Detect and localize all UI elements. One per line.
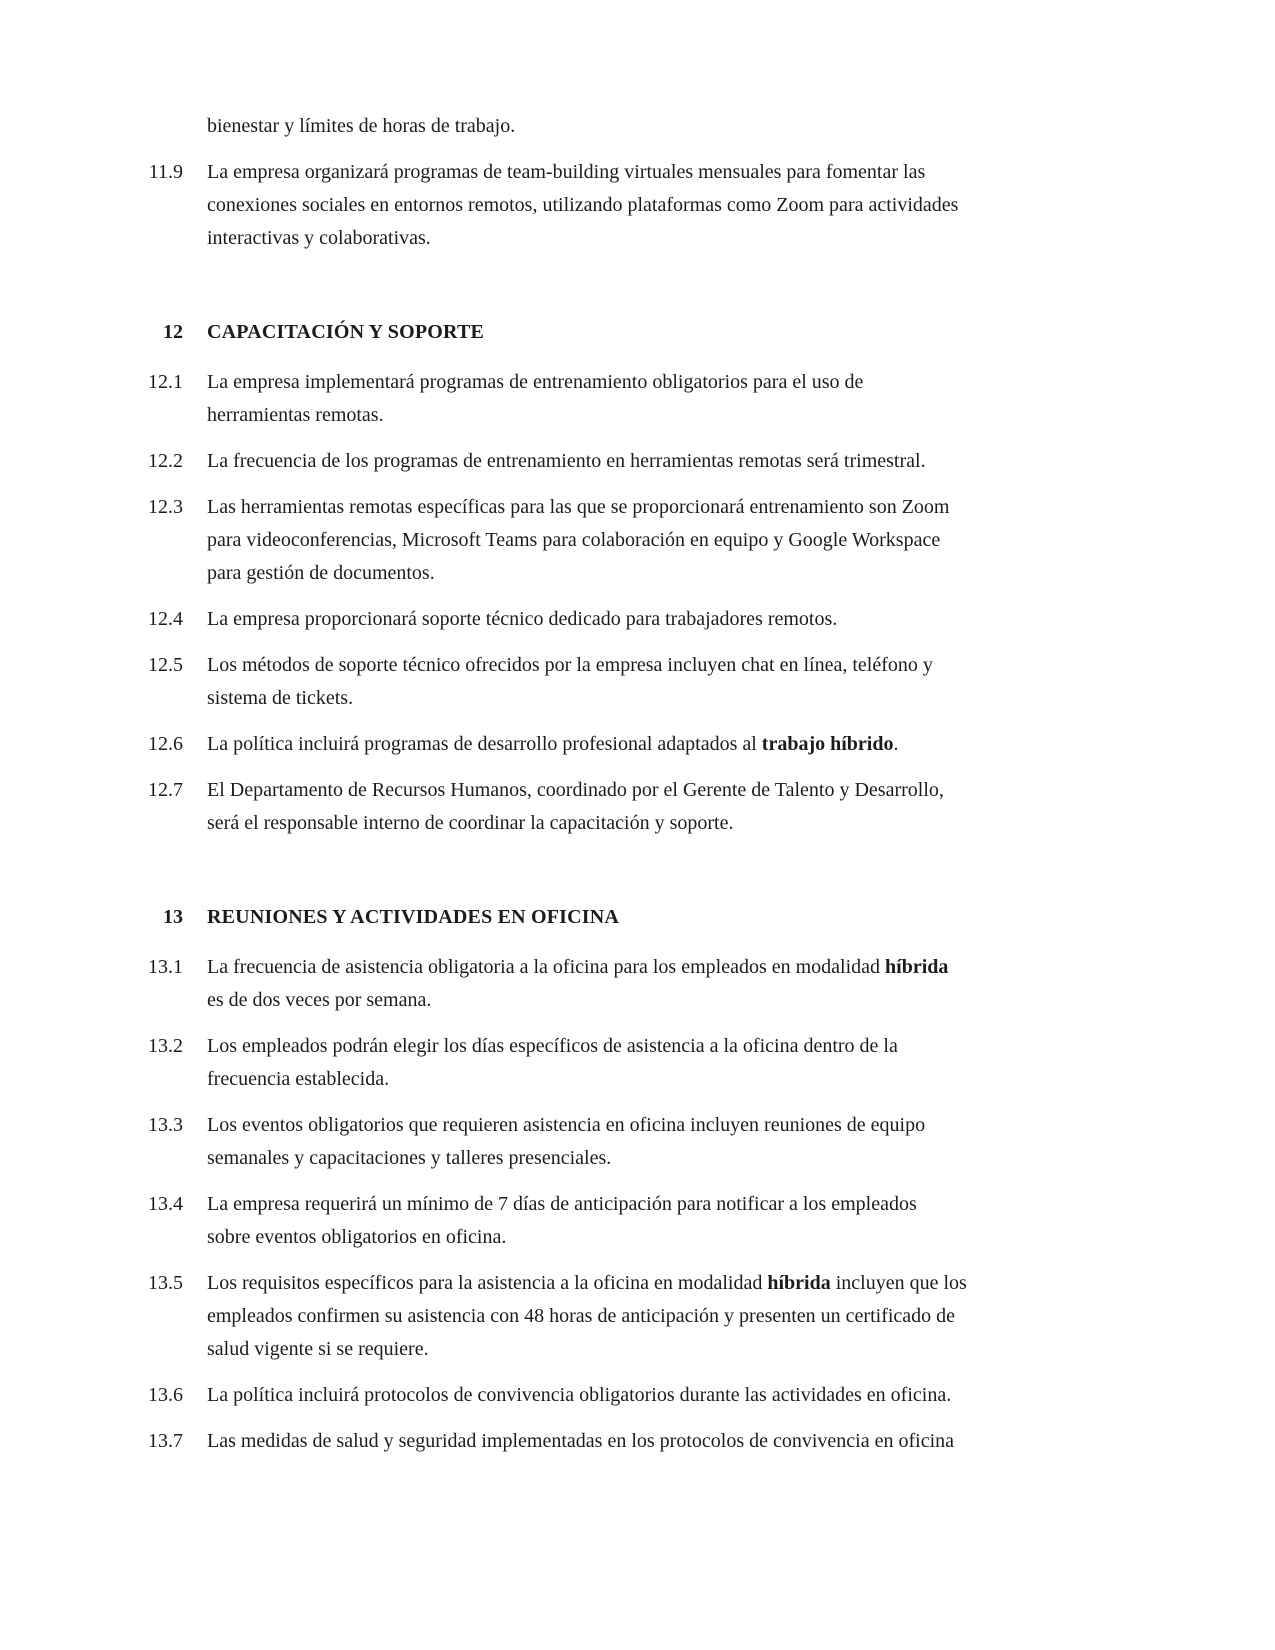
text-line	[207, 491, 949, 524]
text-run: La empresa implementará programas de entrenamiento obligatorios para el uso de	[207, 371, 864, 393]
text-line	[207, 728, 898, 761]
text-run: salud vigente si se requiere.	[207, 1338, 429, 1360]
section-heading	[137, 316, 1125, 349]
text-run: Los empleados podrán elegir los días específicos de asistencia a la oficina dentro de la	[207, 1035, 898, 1057]
text-run: semanales y capacitaciones y talleres presenciales.	[207, 1147, 612, 1169]
text-line	[207, 1379, 951, 1412]
text-run: sistema de tickets.	[207, 687, 354, 709]
clause-text	[207, 649, 933, 715]
text-line	[207, 1333, 967, 1366]
section-heading	[137, 901, 1125, 934]
text-line	[207, 1267, 967, 1300]
text-line	[207, 984, 948, 1017]
text-run: herramientas remotas.	[207, 404, 384, 426]
clause-text	[207, 491, 949, 590]
text-line	[207, 807, 944, 840]
clause-text	[207, 110, 515, 143]
text-run: empleados confirmen su asistencia con 48 horas de anticipación y presenten un certificado de	[207, 1305, 956, 1327]
clause-text	[207, 1267, 967, 1366]
text-run: será el responsable interno de coordinar la capacitación y soporte.	[207, 812, 734, 834]
clause-item	[137, 1267, 1125, 1366]
text-line	[207, 603, 837, 636]
clause-item	[137, 491, 1125, 590]
clause-number: 12.3	[148, 496, 183, 518]
clause-item	[137, 1425, 1125, 1458]
clause-text	[207, 603, 837, 636]
text-run: Las herramientas remotas específicas para las que se proporcionará entrenamiento son Zoom	[207, 496, 950, 518]
text-line	[207, 222, 958, 255]
clause-item	[137, 1030, 1125, 1096]
text-line	[207, 366, 863, 399]
clause-text	[207, 1109, 925, 1175]
clause-number: 13.6	[148, 1384, 183, 1406]
text-line	[207, 110, 515, 143]
text-line	[207, 557, 949, 590]
clause-number: 12.4	[148, 608, 183, 630]
text-run: interactivas y colaborativas.	[207, 227, 431, 249]
clause-number: 13.5	[148, 1272, 183, 1294]
text-run: La frecuencia de asistencia obligatoria a la oficina para los empleados en modalidad	[207, 956, 886, 978]
continuation-line	[137, 110, 1125, 143]
clause-text	[207, 1188, 917, 1254]
clause-item	[137, 728, 1125, 761]
text-run: es de dos veces por semana.	[207, 989, 432, 1011]
section-number: 13	[163, 906, 183, 928]
clause-item	[137, 1379, 1125, 1412]
text-run: La política incluirá programas de desarrollo profesional adaptados al	[207, 733, 762, 755]
text-line	[207, 682, 933, 715]
clause-number: 13.4	[148, 1193, 183, 1215]
clause-item	[137, 445, 1125, 478]
text-run: La empresa organizará programas de team-building virtuales mensuales para fomentar las	[207, 161, 926, 183]
section-title: CAPACITACIÓN Y SOPORTE	[207, 321, 485, 343]
clause-number: 13.3	[148, 1114, 183, 1136]
text-line	[207, 189, 958, 222]
clause-item	[137, 774, 1125, 840]
text-line	[207, 445, 926, 478]
text-run: La empresa proporcionará soporte técnico dedicado para trabajadores remotos.	[207, 608, 838, 630]
clause-number	[137, 110, 183, 143]
clause-item	[137, 366, 1125, 432]
text-run: frecuencia establecida.	[207, 1068, 390, 1090]
text-run: Los requisitos específicos para la asistencia a la oficina en modalidad	[207, 1272, 768, 1294]
clause-text	[207, 1425, 954, 1458]
clause-item	[137, 1188, 1125, 1254]
text-line	[207, 1221, 917, 1254]
text-run: Los métodos de soporte técnico ofrecidos por la empresa incluyen chat en línea, teléfono y	[207, 654, 933, 676]
text-line	[207, 649, 933, 682]
clause-number: 13.7	[148, 1430, 183, 1452]
text-run: Las medidas de salud y seguridad implementadas en los protocolos de convivencia en oficina	[207, 1430, 955, 1452]
text-line	[207, 1425, 954, 1458]
text-line	[207, 1030, 898, 1063]
section-title: REUNIONES Y ACTIVIDADES EN OFICINA	[207, 906, 620, 928]
clause-number: 12.7	[148, 779, 183, 801]
text-run: sobre eventos obligatorios en oficina.	[207, 1226, 507, 1248]
text-run: para videoconferencias, Microsoft Teams para colaboración en equipo y Google Workspace	[207, 529, 941, 551]
clause-text	[207, 728, 898, 761]
clause-text	[207, 1030, 898, 1096]
clause-item	[137, 603, 1125, 636]
clause-text	[207, 366, 863, 432]
text-run: El Departamento de Recursos Humanos, coordinado por el Gerente de Talento y Desarrollo,	[207, 779, 944, 801]
text-run: para gestión de documentos.	[207, 562, 435, 584]
clause-number: 13.2	[148, 1035, 183, 1057]
text-line	[207, 156, 958, 189]
text-run: Los eventos obligatorios que requieren asistencia en oficina incluyen reuniones de equipo	[207, 1114, 926, 1136]
text-run: .	[893, 733, 899, 755]
clause-text	[207, 445, 926, 478]
clause-number: 11.9	[148, 161, 183, 183]
clause-text	[207, 951, 948, 1017]
text-line	[207, 1063, 898, 1096]
text-run: bienestar y límites de horas de trabajo.	[207, 115, 516, 137]
text-run: La frecuencia de los programas de entrenamiento en herramientas remotas será trimestral.	[207, 450, 926, 472]
clause-text	[207, 774, 944, 840]
clause-number: 12.1	[148, 371, 183, 393]
text-line	[207, 1109, 925, 1142]
clause-item	[137, 1109, 1125, 1175]
text-run: La política incluirá protocolos de convivencia obligatorios durante las actividades en oficina.	[207, 1384, 952, 1406]
clause-number: 12.6	[148, 733, 183, 755]
text-line	[207, 399, 863, 432]
clause-text	[207, 1379, 951, 1412]
clause-number: 12.5	[148, 654, 183, 676]
bold-text-run: híbrida	[767, 1272, 831, 1294]
clause-text	[207, 156, 958, 255]
clause-item	[137, 649, 1125, 715]
text-run: La empresa requerirá un mínimo de 7 días de anticipación para notificar a los empleados	[207, 1193, 917, 1215]
text-run: incluyen que los	[830, 1272, 967, 1294]
document-blocks	[137, 110, 1125, 1458]
section-number: 12	[163, 321, 183, 343]
bold-text-run: híbrida	[885, 956, 949, 978]
text-line	[207, 1142, 925, 1175]
text-run: conexiones sociales en entornos remotos, utilizando plataformas como Zoom para actividades	[207, 194, 959, 216]
text-line	[207, 1188, 917, 1221]
text-line	[207, 524, 949, 557]
clause-item	[137, 156, 1125, 255]
bold-text-run: trabajo híbrido	[761, 733, 894, 755]
text-line	[207, 774, 944, 807]
clause-item	[137, 951, 1125, 1017]
text-line	[207, 1300, 967, 1333]
text-line	[207, 951, 948, 984]
clause-number: 12.2	[148, 450, 183, 472]
clause-number: 13.1	[148, 956, 183, 978]
